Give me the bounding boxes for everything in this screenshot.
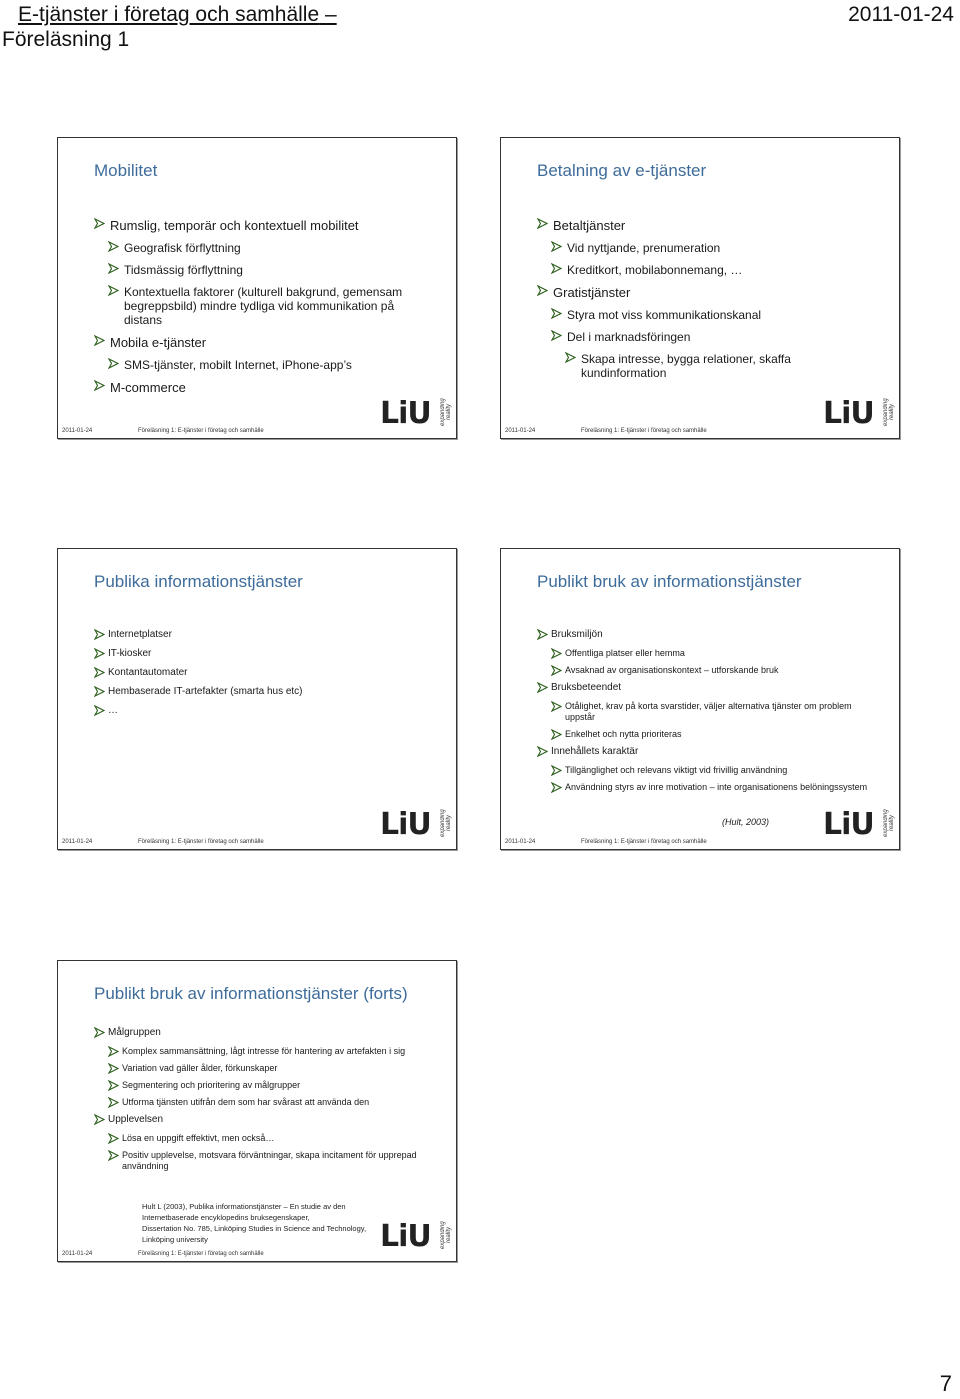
reference-line: Internetbaserade encyklopedins bruksegenskaper, xyxy=(142,1213,310,1222)
bullet-item-level-1 xyxy=(94,648,426,660)
page-number: 7 xyxy=(939,1371,952,1396)
bullet-item-level-2 xyxy=(108,1097,426,1108)
bullet-item-level-1 xyxy=(94,1114,426,1126)
bullet-text: M-commerce xyxy=(110,380,186,395)
bullet-text: Tidsmässig förflyttning xyxy=(124,263,243,277)
liu-logo xyxy=(823,392,893,432)
arrow-bullet-icon xyxy=(551,729,562,740)
bullet-text: Otålighet, krav på korta svarstider, väljer alternativa tjänster om problem uppstår xyxy=(565,701,852,722)
arrow-bullet-icon xyxy=(108,241,119,252)
bullet-text: Del i marknadsföringen xyxy=(567,330,691,344)
bullet-item-level-2 xyxy=(551,648,869,659)
slide-title: Betalning av e-tjänster xyxy=(537,161,707,180)
bullet-item-level-2 xyxy=(551,263,869,277)
bullet-item-level-3 xyxy=(565,352,869,380)
bullet-text: … xyxy=(108,705,118,716)
bullet-text: Bruksmiljön xyxy=(551,629,603,640)
logo-text: LiU xyxy=(380,807,431,842)
arrow-bullet-icon xyxy=(108,285,119,296)
slide-title: Publika informationstjänster xyxy=(94,572,303,591)
arrow-bullet-icon xyxy=(94,380,105,391)
logo-tagline: expanding reality xyxy=(440,809,452,837)
arrow-bullet-icon xyxy=(537,218,548,229)
slide-footer-course: Föreläsning 1: E-tjänster i företag och samhälle xyxy=(138,428,264,434)
slide-citation: (Hult, 2003) xyxy=(721,817,769,827)
bullet-item-level-2 xyxy=(108,263,426,277)
bullet-text: Segmentering och prioritering av målgrupper xyxy=(122,1080,301,1090)
bullet-text: Avsaknad av organisationskontext – utforskande bruk xyxy=(565,665,779,675)
arrow-bullet-icon xyxy=(94,1027,105,1038)
slide-footer-date: 2011-01-24 xyxy=(505,428,536,434)
slide-body xyxy=(537,629,869,799)
bullet-item-level-2 xyxy=(551,765,869,776)
title-line-2: Föreläsning 1 xyxy=(2,28,130,51)
logo-tagline: expanding reality xyxy=(883,809,895,837)
liu-logo xyxy=(380,1215,450,1255)
bullet-text: Mobila e-tjänster xyxy=(110,335,207,350)
bullet-text: Komplex sammansättning, lågt intresse för hantering av artefakten i sig xyxy=(122,1046,406,1056)
bullet-text: Internetplatser xyxy=(108,629,172,640)
arrow-bullet-icon xyxy=(551,665,562,676)
bullet-text: Enkelhet och nytta prioriteras xyxy=(565,729,682,739)
bullet-text: Kreditkort, mobilabonnemang, … xyxy=(567,263,743,277)
bullet-text: Vid nyttjande, prenumeration xyxy=(567,241,721,255)
bullet-text: Upplevelsen xyxy=(108,1114,164,1125)
slide-footer-course: Föreläsning 1: E-tjänster i företag och samhälle xyxy=(581,839,707,845)
arrow-bullet-icon xyxy=(551,263,562,274)
bullet-item-level-1 xyxy=(537,285,869,300)
liu-logo xyxy=(380,392,450,432)
arrow-bullet-icon xyxy=(108,1080,119,1091)
bullet-item-level-1 xyxy=(94,686,426,698)
bullet-item-level-2 xyxy=(108,1080,426,1091)
arrow-bullet-icon xyxy=(108,358,119,369)
logo-tagline: expanding reality xyxy=(440,398,452,426)
arrow-bullet-icon xyxy=(108,1063,119,1074)
slide-footer-date: 2011-01-24 xyxy=(62,839,93,845)
bullet-item-level-1 xyxy=(94,705,426,717)
bullet-item-level-2 xyxy=(108,1150,426,1172)
reference-line: Dissertation No. 785, Linköping Studies in Science and Technology, xyxy=(142,1224,367,1233)
slide-reference xyxy=(142,1201,402,1245)
slide-footer-date: 2011-01-24 xyxy=(62,428,93,434)
bullet-text: Bruksbeteendet xyxy=(551,682,622,693)
liu-logo xyxy=(823,803,893,843)
bullet-item-level-2 xyxy=(551,241,869,255)
logo-text: LiU xyxy=(380,396,431,431)
arrow-bullet-icon xyxy=(551,330,562,341)
slide-body xyxy=(94,1027,426,1178)
bullet-item-level-2 xyxy=(551,330,869,344)
bullet-text: Kontantautomater xyxy=(108,667,188,678)
bullet-text: Rumslig, temporär och kontextuell mobilitet xyxy=(110,218,359,233)
arrow-bullet-icon xyxy=(551,765,562,776)
slide-footer-course: Föreläsning 1: E-tjänster i företag och samhälle xyxy=(138,1251,264,1257)
bullet-text: Innehållets karaktär xyxy=(551,746,639,757)
slide-title: Mobilitet xyxy=(94,161,158,180)
bullet-item-level-2 xyxy=(108,1133,426,1144)
bullet-text: Kontextuella faktorer (kulturell bakgrund, gemensam begreppsbild) mindre tydliga vid kommunikation på distans xyxy=(124,285,403,327)
bullet-item-level-1 xyxy=(94,629,426,641)
bullet-text: Lösa en uppgift effektivt, men också… xyxy=(122,1133,275,1143)
bullet-item-level-1 xyxy=(94,218,426,233)
slide-mobilitet xyxy=(57,137,457,439)
bullet-item-level-2 xyxy=(108,358,426,372)
slide-footer-course: Föreläsning 1: E-tjänster i företag och samhälle xyxy=(581,428,707,434)
slide-footer-date: 2011-01-24 xyxy=(505,839,536,845)
arrow-bullet-icon xyxy=(94,218,105,229)
arrow-bullet-icon xyxy=(551,648,562,659)
bullet-item-level-1 xyxy=(94,1027,426,1039)
bullet-text: Skapa intresse, bygga relationer, skaffa kundinformation xyxy=(581,352,791,380)
slide-publika-informationstjanster xyxy=(57,548,457,850)
bullet-item-level-1 xyxy=(94,380,426,395)
arrow-bullet-icon xyxy=(108,1133,119,1144)
arrow-bullet-icon xyxy=(551,241,562,252)
slide-footer-date: 2011-01-24 xyxy=(62,1251,93,1257)
arrow-bullet-icon xyxy=(94,686,105,697)
arrow-bullet-icon xyxy=(551,308,562,319)
slide-betalning xyxy=(500,137,900,439)
arrow-bullet-icon xyxy=(94,1114,105,1125)
bullet-item-level-1 xyxy=(94,335,426,350)
slide-title: Publikt bruk av informationstjänster (forts) xyxy=(94,984,408,1003)
bullet-item-level-2 xyxy=(551,701,869,723)
liu-logo xyxy=(380,803,450,843)
bullet-text: SMS-tjänster, mobilt Internet, iPhone-app’s xyxy=(124,358,352,372)
bullet-item-level-1 xyxy=(537,218,869,233)
reference-line: Linköping university xyxy=(142,1235,208,1244)
bullet-item-level-2 xyxy=(108,285,426,327)
bullet-text: Målgruppen xyxy=(108,1027,161,1038)
bullet-item-level-2 xyxy=(108,1046,426,1057)
bullet-text: Utforma tjänsten utifrån dem som har svårast att använda den xyxy=(122,1097,370,1107)
bullet-item-level-1 xyxy=(537,746,869,758)
slide-title: Publikt bruk av informationstjänster xyxy=(537,572,802,591)
arrow-bullet-icon xyxy=(565,352,576,363)
bullet-text: Geografisk förflyttning xyxy=(124,241,241,255)
title-line-1: E-tjänster i företag och samhälle xyxy=(18,3,320,26)
arrow-bullet-icon xyxy=(94,667,105,678)
document-date: 2011-01-24 xyxy=(848,3,954,26)
slide-body xyxy=(94,629,426,724)
bullet-text: Gratistjänster xyxy=(553,285,631,300)
arrow-bullet-icon xyxy=(537,682,548,693)
page-header xyxy=(0,0,960,56)
bullet-item-level-1 xyxy=(537,629,869,641)
bullet-text: Offentliga platser eller hemma xyxy=(565,648,685,658)
arrow-bullet-icon xyxy=(108,1150,119,1161)
arrow-bullet-icon xyxy=(537,746,548,757)
slide-publikt-bruk xyxy=(500,548,900,850)
logo-text: LiU xyxy=(380,1219,431,1254)
arrow-bullet-icon xyxy=(551,701,562,712)
arrow-bullet-icon xyxy=(108,263,119,274)
slide-body xyxy=(537,218,869,388)
bullet-item-level-2 xyxy=(551,782,869,793)
reference-line: Hult L (2003), Publika informationstjänster – En studie av den xyxy=(142,1202,346,1211)
arrow-bullet-icon xyxy=(94,629,105,640)
arrow-bullet-icon xyxy=(108,1046,119,1057)
bullet-item-level-1 xyxy=(94,667,426,679)
slide-publikt-bruk-forts xyxy=(57,960,457,1262)
bullet-text: Hembaserade IT-artefakter (smarta hus etc) xyxy=(108,686,303,697)
bullet-text: IT-kiosker xyxy=(108,648,152,659)
logo-tagline: expanding reality xyxy=(440,1221,452,1249)
arrow-bullet-icon xyxy=(108,1097,119,1108)
bullet-text: Variation vad gäller ålder, förkunskaper xyxy=(122,1063,278,1073)
bullet-item-level-2 xyxy=(108,1063,426,1074)
arrow-bullet-icon xyxy=(537,629,548,640)
arrow-bullet-icon xyxy=(94,648,105,659)
bullet-item-level-2 xyxy=(108,241,426,255)
arrow-bullet-icon xyxy=(94,705,105,716)
document-title xyxy=(2,2,337,52)
bullet-text: Positiv upplevelse, motsvara förväntningar, skapa incitament för upprepad användning xyxy=(122,1150,417,1171)
bullet-text: Tillgänglighet och relevans viktigt vid frivillig användning xyxy=(565,765,788,775)
slide-footer-course: Föreläsning 1: E-tjänster i företag och samhälle xyxy=(138,839,264,845)
title-dash: – xyxy=(319,3,337,26)
slide-body xyxy=(94,218,426,403)
bullet-item-level-2 xyxy=(551,308,869,322)
arrow-bullet-icon xyxy=(94,335,105,346)
bullet-item-level-2 xyxy=(551,729,869,740)
logo-text: LiU xyxy=(823,807,874,842)
bullet-text: Styra mot viss kommunikationskanal xyxy=(567,308,762,322)
arrow-bullet-icon xyxy=(537,285,548,296)
bullet-item-level-2 xyxy=(551,665,869,676)
bullet-text: Betaltjänster xyxy=(553,218,626,233)
bullet-item-level-1 xyxy=(537,682,869,694)
arrow-bullet-icon xyxy=(551,782,562,793)
logo-text: LiU xyxy=(823,396,874,431)
logo-tagline: expanding reality xyxy=(883,398,895,426)
bullet-text: Användning styrs av inre motivation – inte organisationens belöningssystem xyxy=(565,782,868,792)
